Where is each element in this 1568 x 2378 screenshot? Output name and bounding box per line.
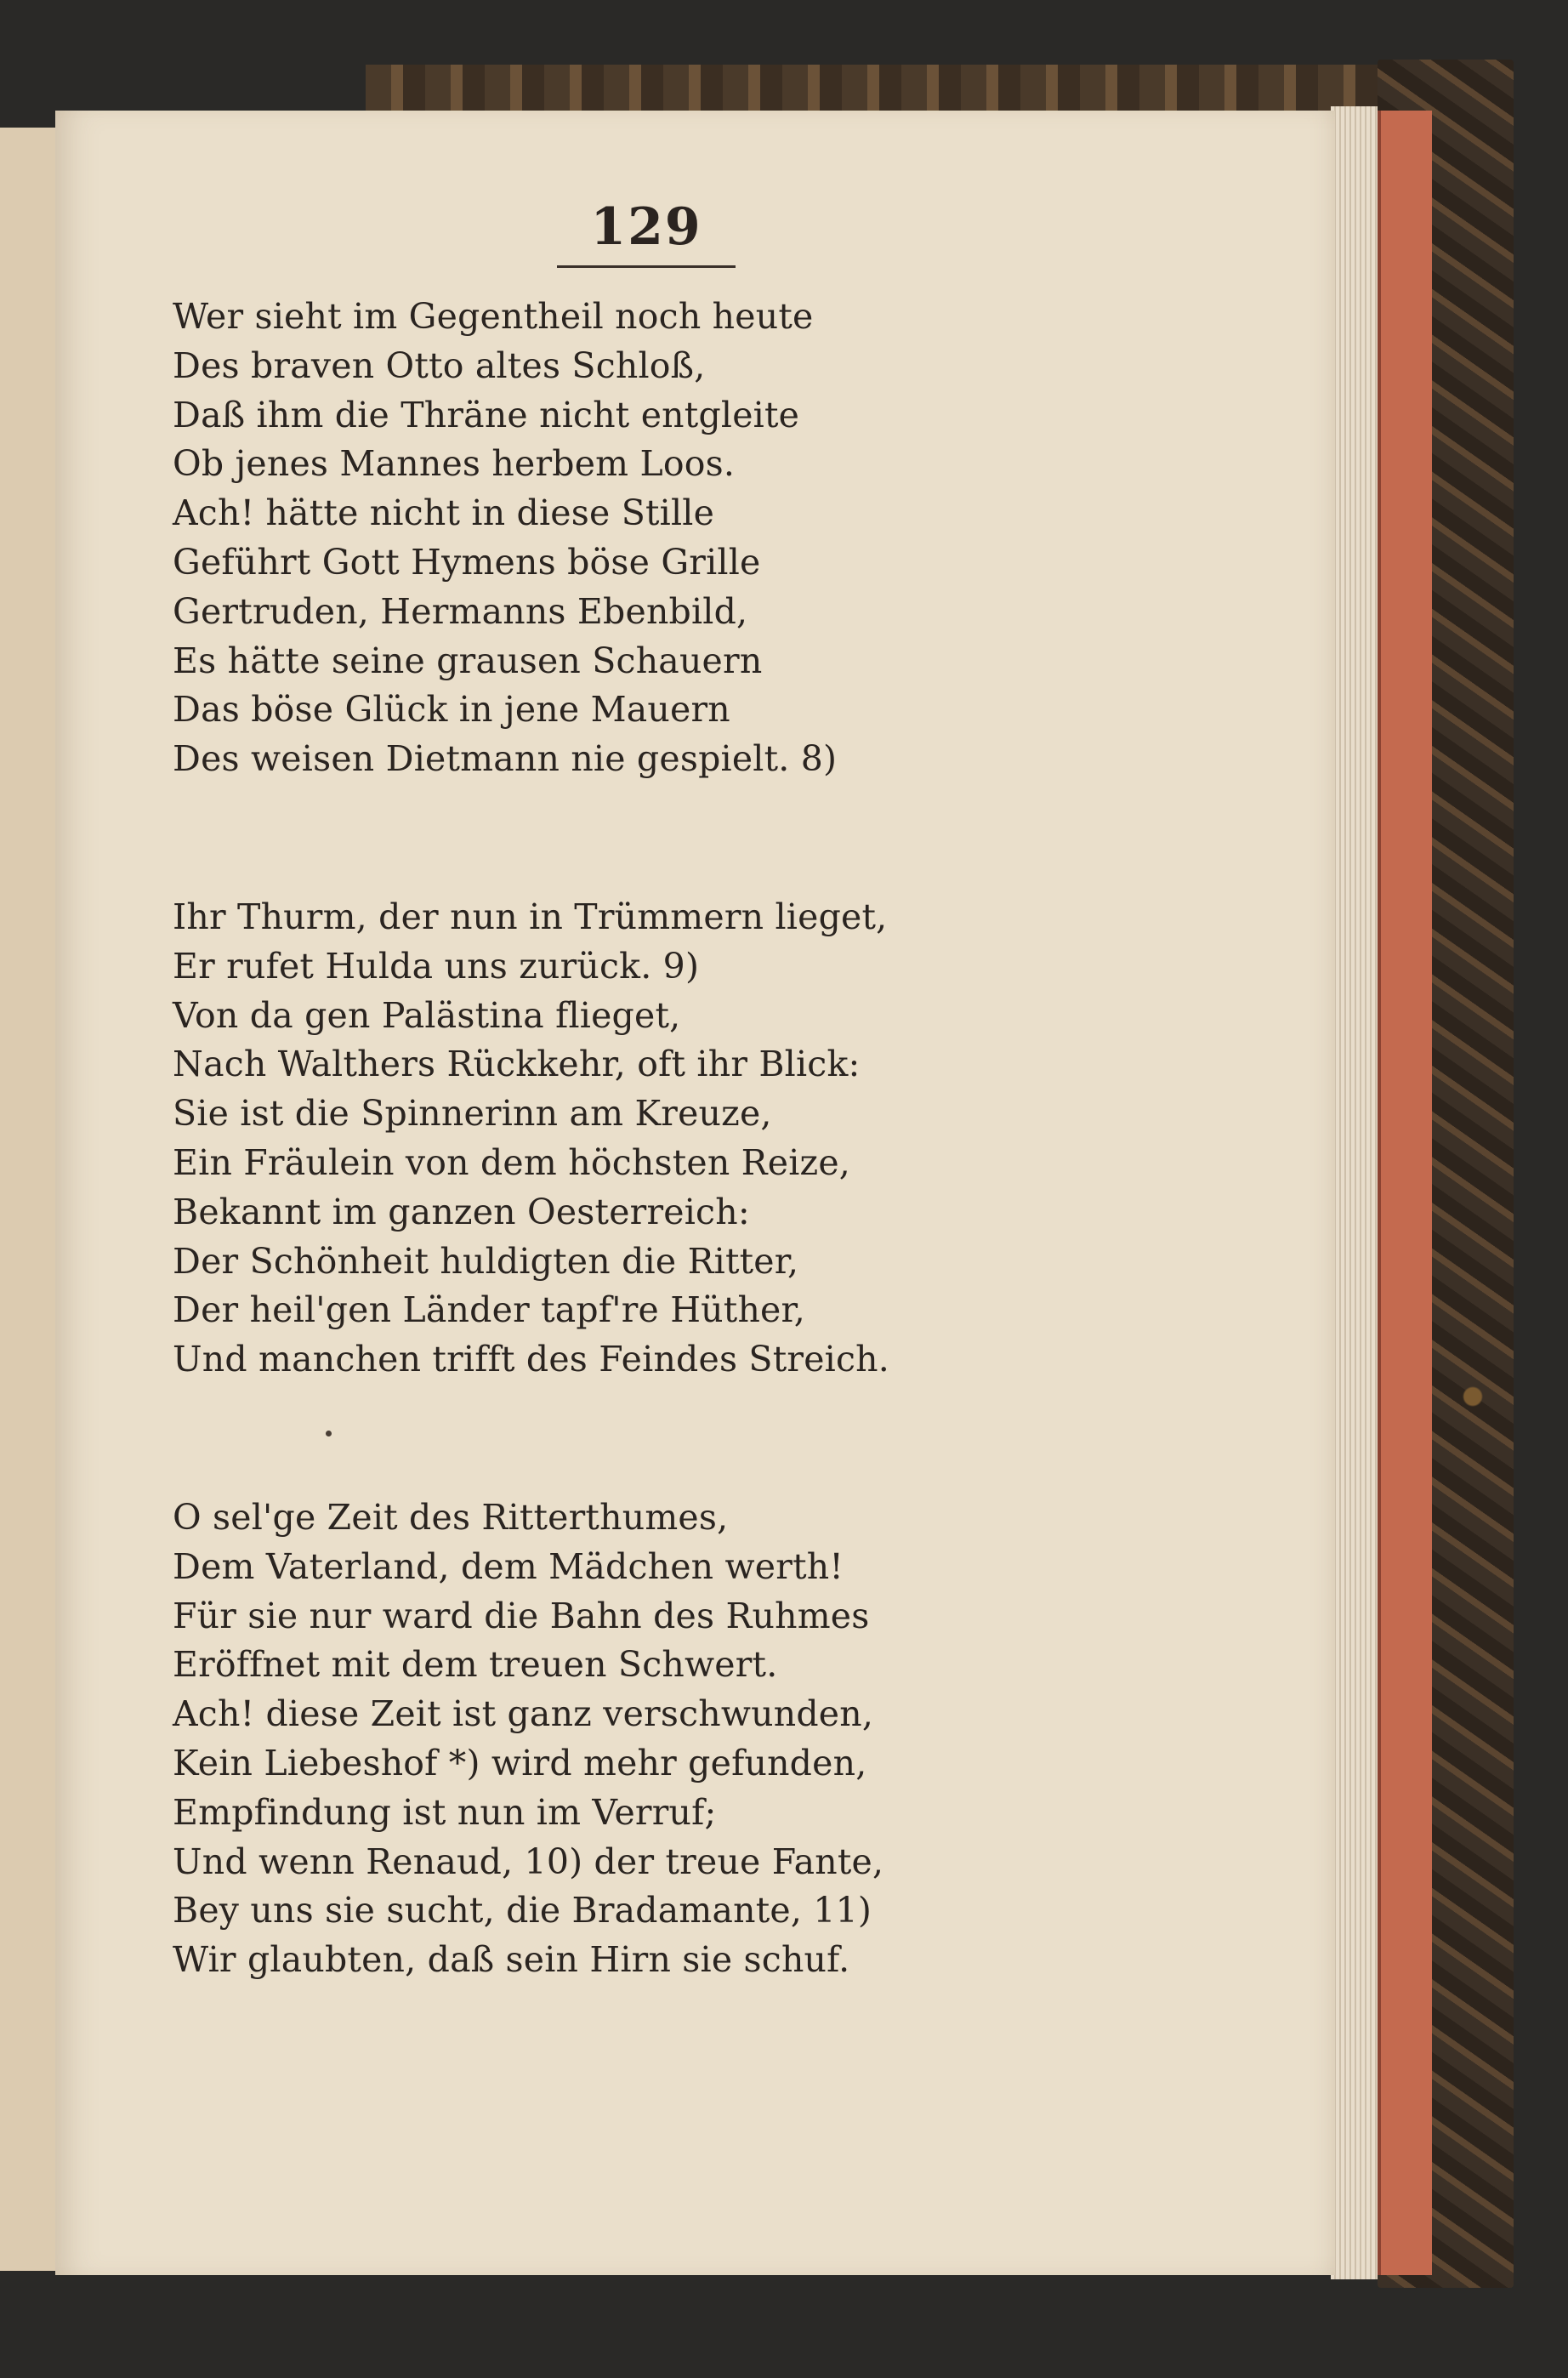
verse-line: Ein Fräulein von dem höchsten Reize, xyxy=(173,1141,851,1183)
verse-line: Ach! hätte nicht in diese Stille xyxy=(173,492,715,534)
verse-line: Ihr Thurm, der nun in Trümmern lieget, xyxy=(173,896,888,937)
verse-line: Wer sieht im Gegentheil noch heute xyxy=(173,296,814,337)
verse-line: Es hätte seine grausen Schauern xyxy=(173,640,763,681)
verse-line: Wir glaubten, daß sein Hirn sie schuf. xyxy=(173,1939,850,1981)
stanza-2 xyxy=(173,893,1193,1385)
verse-line: Er rufet Hulda uns zurück. 9) xyxy=(173,945,700,987)
verse-line: Bekannt im ganzen Oesterreich: xyxy=(173,1191,750,1232)
verse-line: Von da gen Palästina flieget, xyxy=(173,994,681,1036)
verse-line: Das böse Glück in jene Mauern xyxy=(173,689,730,731)
page-number: 129 xyxy=(590,197,702,257)
verse-line: Des weisen Dietmann nie gespielt. 8) xyxy=(173,738,838,780)
verse-line: Dem Vaterland, dem Mädchen werth! xyxy=(173,1545,844,1587)
page-stack-edge xyxy=(1331,106,1378,2279)
verse-line: Geführt Gott Hymens böse Grille xyxy=(173,541,761,583)
verse-line: O sel'ge Zeit des Ritterthumes, xyxy=(173,1497,729,1538)
verse-line: Kein Liebeshof *) wird mehr gefunden, xyxy=(173,1742,867,1784)
verse-line: Sie ist die Spinnerinn am Kreuze, xyxy=(173,1093,772,1135)
verse-line: Eröffnet mit dem treuen Schwert. xyxy=(173,1644,778,1686)
stray-ink-dot xyxy=(326,1431,332,1436)
verse-line: Gertruden, Hermanns Ebenbild, xyxy=(173,590,748,632)
verse-line: Und wenn Renaud, 10) der treue Fante, xyxy=(173,1840,884,1882)
page-number-rule xyxy=(557,265,736,268)
verse-line: Für sie nur ward die Bahn des Ruhmes xyxy=(173,1595,870,1636)
stanza-1 xyxy=(173,293,1193,784)
verse-line: Und manchen trifft des Feindes Streich. xyxy=(173,1339,889,1380)
verse-line: Daß ihm die Thräne nicht entgleite xyxy=(173,394,800,435)
verse-line: Ob jenes Mannes herbem Loos. xyxy=(173,443,736,485)
facing-page-edge xyxy=(0,128,62,2271)
verse-line: Der heil'gen Länder tapf're Hüther, xyxy=(173,1289,806,1331)
verse-line: Des braven Otto altes Schloß, xyxy=(173,344,706,386)
verse-line: Empfindung ist nun im Verruf; xyxy=(173,1791,717,1833)
verse-line: Bey uns sie sucht, die Bradamante, 11) xyxy=(173,1890,872,1931)
red-page-edge xyxy=(1378,111,1432,2275)
verse-line: Ach! diese Zeit ist ganz verschwunden, xyxy=(173,1693,874,1735)
verse-line: Nach Walthers Rückkehr, oft ihr Blick: xyxy=(173,1044,861,1085)
stanza-3 xyxy=(173,1493,1193,1985)
verse-line: Der Schönheit huldigten die Ritter, xyxy=(173,1240,799,1282)
